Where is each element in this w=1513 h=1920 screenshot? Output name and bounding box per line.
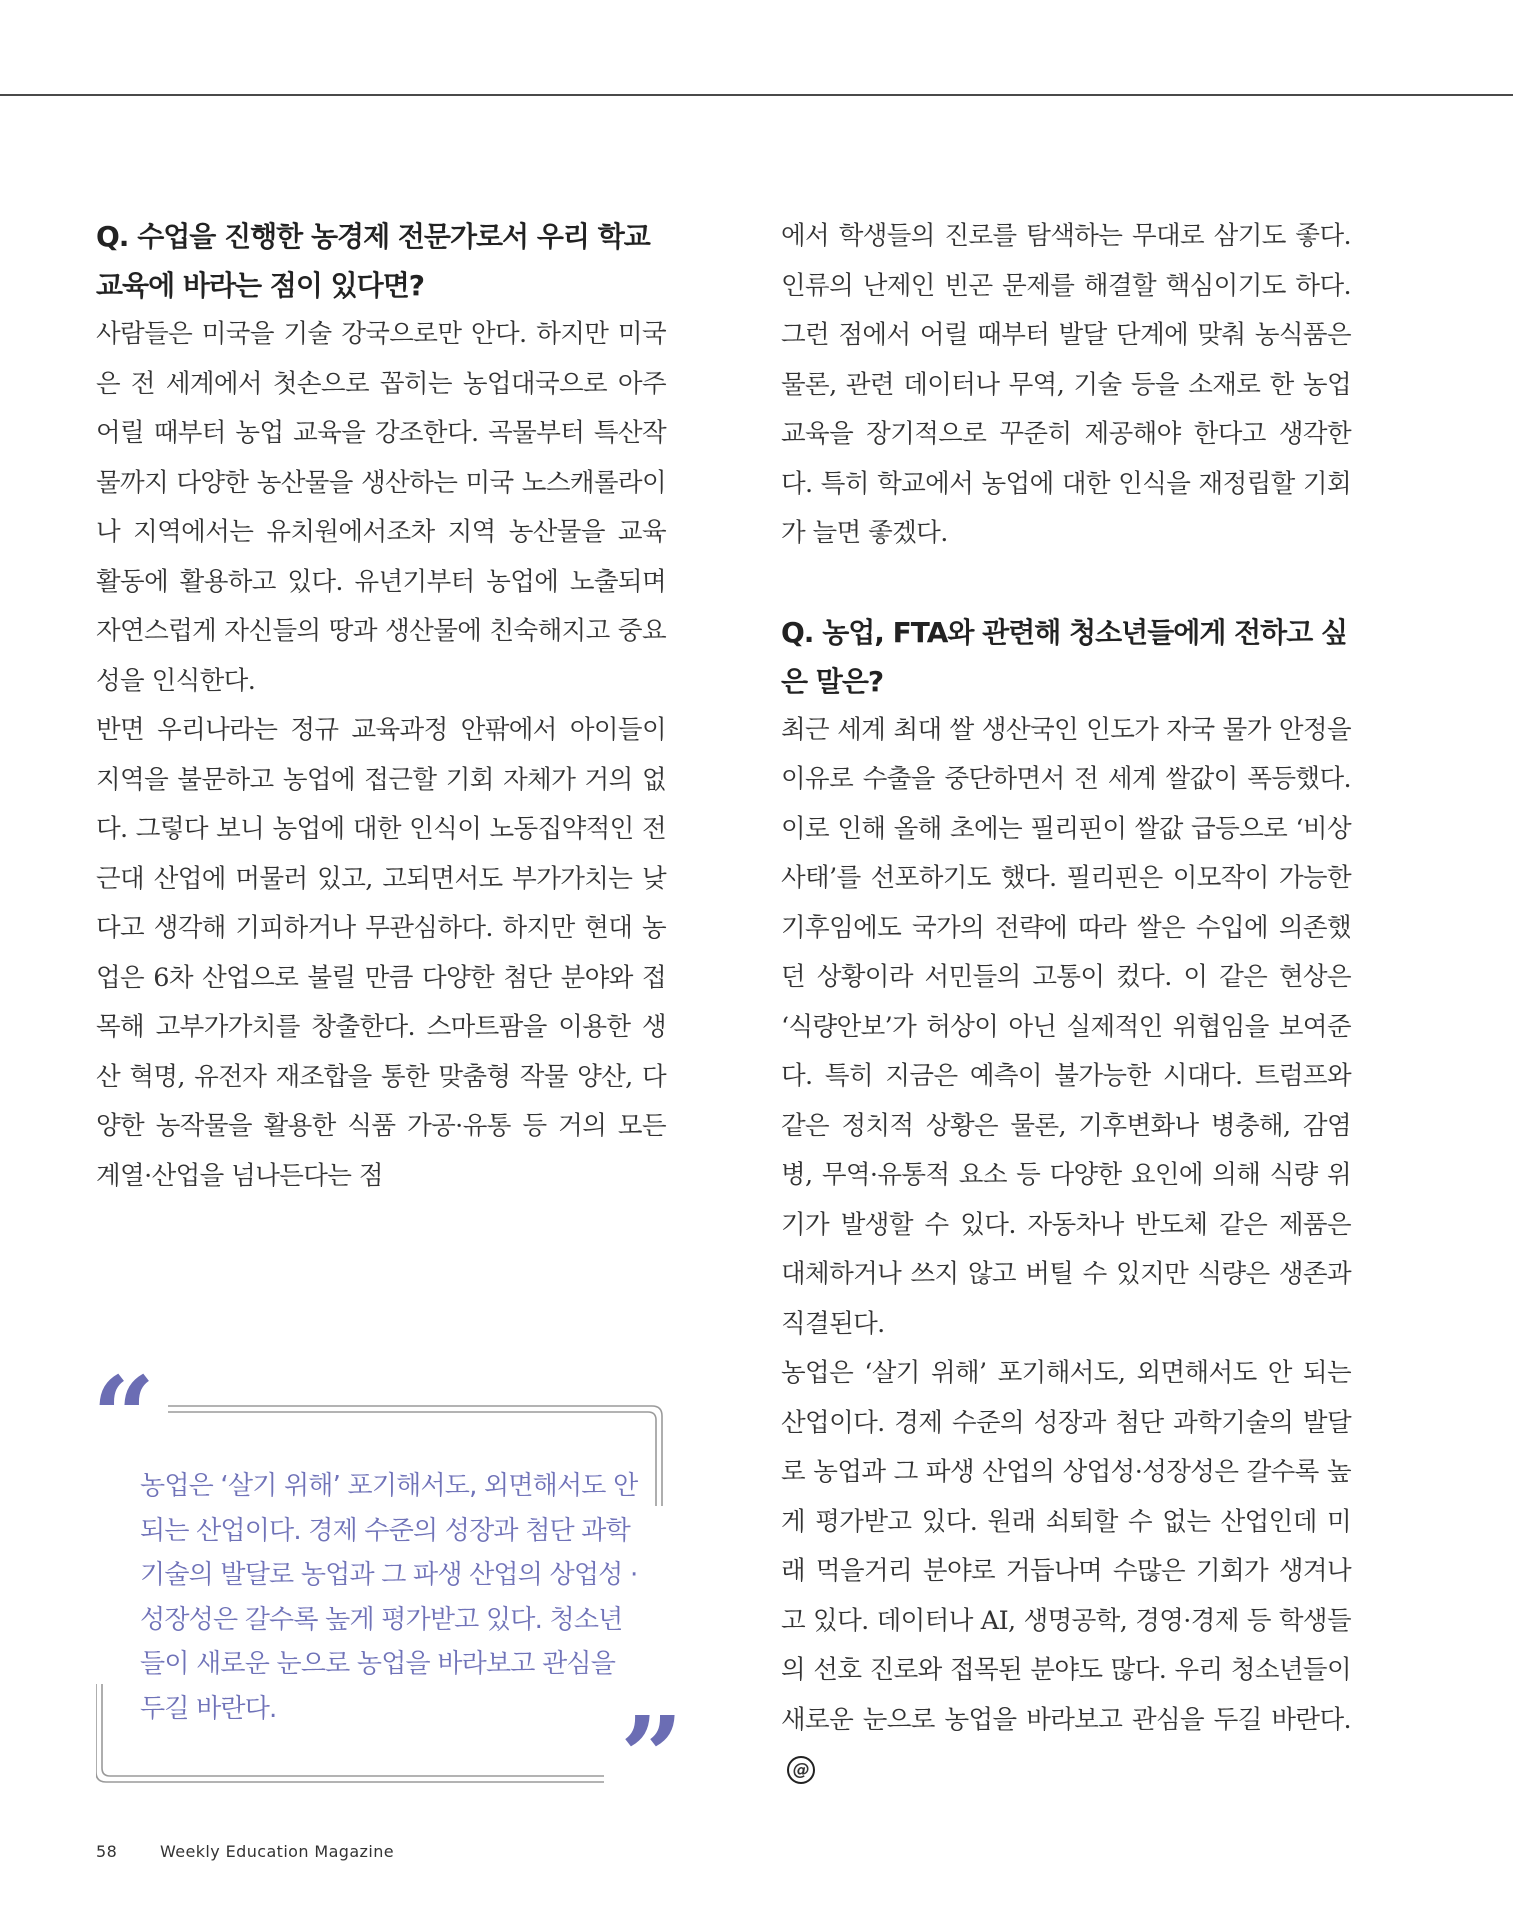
close-quote-icon: ” [620,1692,684,1821]
question-heading-2: Q. 농업, FTA와 관련해 청소년들에게 전하고 싶은 말은? [781,615,1348,698]
answer-paragraph-1: 사람들은 미국을 기술 강국으로만 안다. 하지만 미국은 전 세계에서 첫손으로 꼽히는 농업대국으로 아주 어릴 때부터 농업 교육을 강조한다. 곡물부터 특산작물까지 다양한 농산물을 생산하는 미국 노스캐롤라이나 지역에서는 유치원에서조차 지역 농산물을 교육 활동에 활용하고 있다. 유년기부터 농업에 노출되며 자연스럽게 자신들의 땅과 생산물에 친숙해지고 중요성을 인식한다. [96,319,666,696]
publication-name: Weekly Education Magazine [160,1842,394,1861]
answer-paragraph-3: 최근 세계 최대 쌀 생산국인 인도가 자국 물가 안정을 이유로 수출을 중단하면서 전 세계 쌀값이 폭등했다. 이로 인해 올해 초에는 필리핀이 쌀값 급등으로 ‘비상사태’를 선포하기도 했다. 필리핀은 이모작이 가능한 기후임에도 국가의 전략에 따라 쌀은 수입에 의존했던 상황이라 서민들의 고통이 컸다. 이 같은 현상은 ‘식량안보’가 허상이 아닌 실제적인 위협임을 보여준다. 특히 지금은 예측이 불가능한 시대다. 트럼프와 같은 정치적 상황은 물론, 기후변화나 병충해, 감염병, 무역·유통적 요소 등 다양한 요인에 의해 식량 위기가 발생할 수 있다. 자동차나 반도체 같은 제품은 대체하거나 쓰지 않고 버틸 수 있지만 식량은 생존과 직결된다. [781,714,1351,1339]
pull-quote [92,1352,686,1821]
header-rule [0,94,1513,96]
right-column [781,212,1351,1795]
page-footer [96,1842,394,1861]
open-quote-icon: “ [92,1352,156,1481]
answer-paragraph-2: 반면 우리나라는 정규 교육과정 안팎에서 아이들이 지역을 불문하고 농업에 접근할 기회 자체가 거의 없다. 그렇다 보니 농업에 대한 인식이 노동집약적인 전근대 산업에 머물러 있고, 고되면서도 부가가치는 낮다고 생각해 기피하거나 무관심하다. 하지만 현대 농업은 6차 산업으로 불릴 만큼 다양한 첨단 분야와 접목해 고부가가치를 창출한다. 스마트팜을 이용한 생산 혁명, 유전자 재조합을 통한 맞춤형 작물 양산, 다양한 농작물을 활용한 식품 가공·유통 등 거의 모든 계열·산업을 넘나든다는 점 [96,715,666,1191]
page-number: 58 [96,1842,118,1861]
answer-paragraph-4-text: 농업은 ‘살기 위해’ 포기해서도, 외면해서도 안 되는 산업이다. 경제 수준의 성장과 첨단 과학기술의 발달로 농업과 그 파생 산업의 상업성·성장성은 갈수록 높게 평가받고 있다. 원래 쇠퇴할 수 없는 산업인데 미래 먹을거리 분야로 거듭나며 수많은 기회가 생겨나고 있다. 데이터나 AI, 생명공학, 경영·경제 등 학생들의 선호 진로와 접목된 분야도 많다. 우리 청소년들이 새로운 눈으로 농업을 바라보고 관심을 두길 바란다. [781,1358,1351,1735]
section-gap [781,559,1351,608]
end-of-article-icon: @ [787,1756,815,1784]
answer-paragraph-4 [781,1349,1351,1795]
answer-paragraph-2-continued: 에서 학생들의 진로를 탐색하는 무대로 삼기도 좋다. 인류의 난제인 빈곤 문제를 해결할 핵심이기도 하다. 그런 점에서 어릴 때부터 발달 단계에 맞춰 농식품은 물론, 관련 데이터나 무역, 기술 등을 소재로 한 농업 교육을 장기적으로 꾸준히 제공해야 한다고 생각한다. 특히 학교에서 농업에 대한 인식을 재정립할 기회가 늘면 좋겠다. [781,221,1351,548]
question-heading-1: Q. 수업을 진행한 농경제 전문가로서 우리 학교 교육에 바라는 점이 있다면? [96,220,650,302]
pull-quote-text: 농업은 ‘살기 위해’ 포기해서도, 외면해서도 안 되는 산업이다. 경제 수준의 성장과 첨단 과학기술의 발달로 농업과 그 파생 산업의 상업성 · 성장성은 갈수록 높게 평가받고 있다. 청소년들이 새로운 눈으로 농업을 바라보고 관심을 두길 바란다. [140,1471,638,1724]
left-column [96,212,666,1201]
